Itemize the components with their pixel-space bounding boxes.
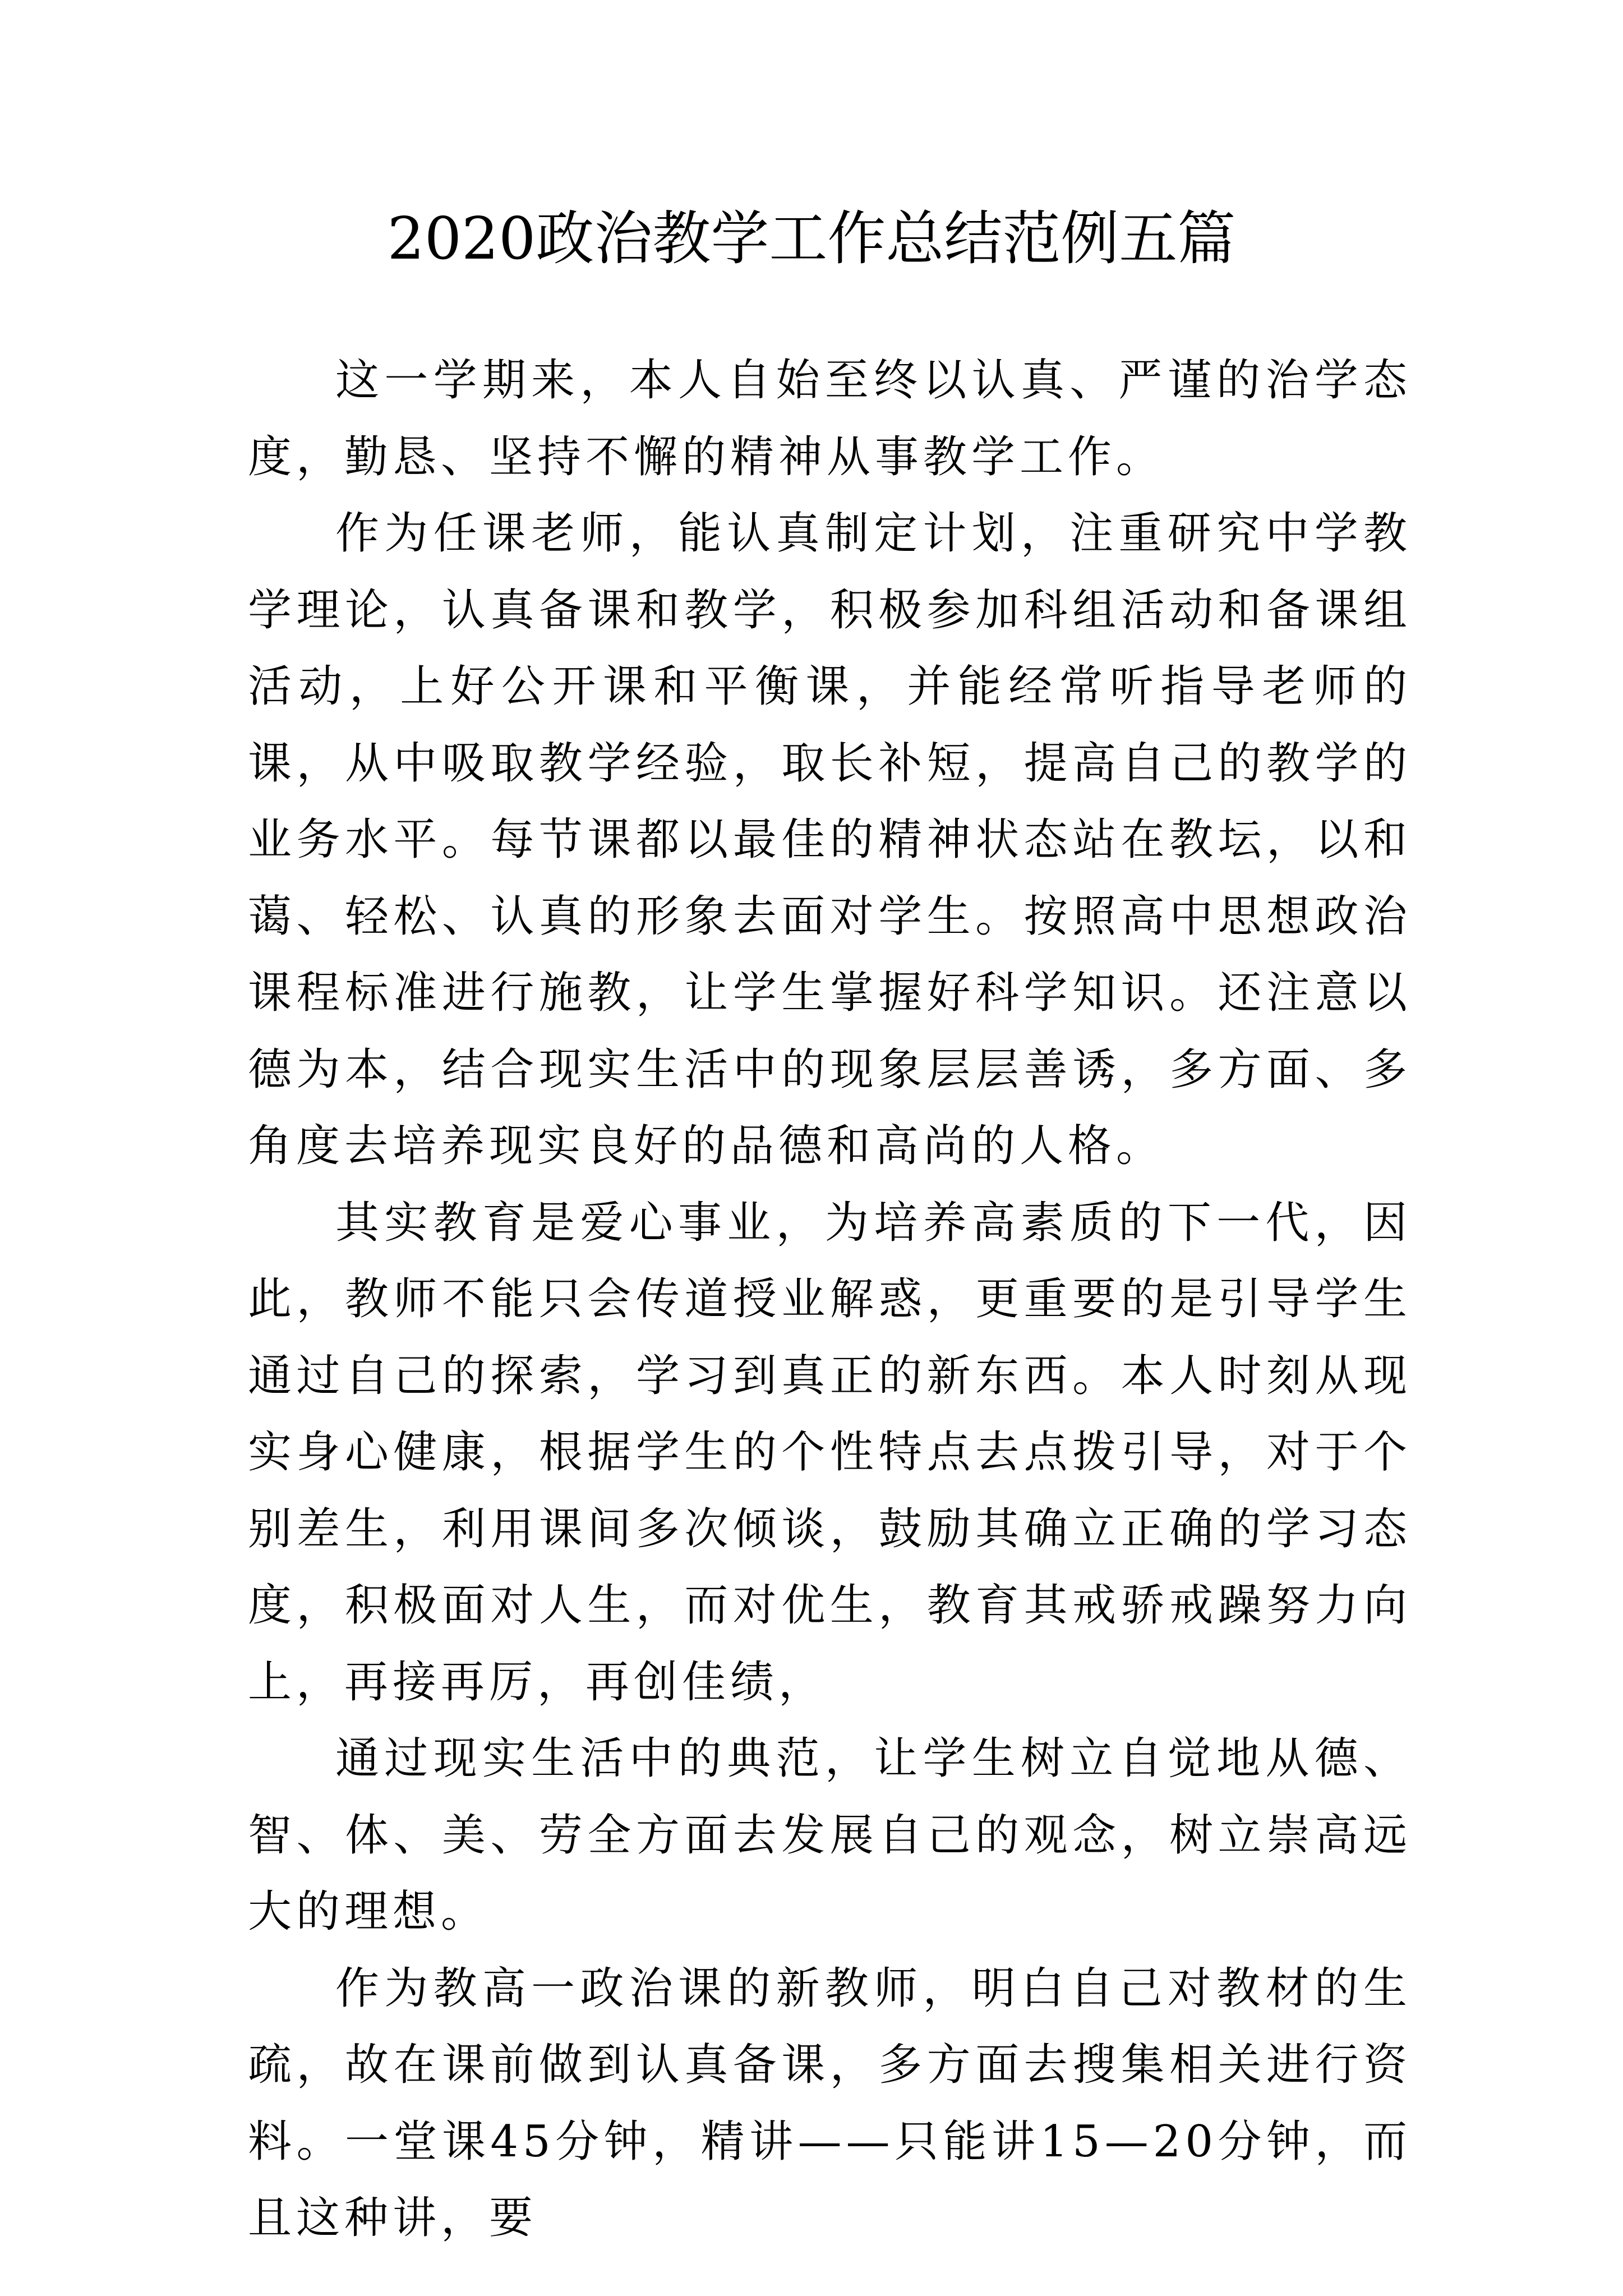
document-title: 2020政治教学工作总结范例五篇 — [387, 204, 1236, 273]
paragraph: 其实教育是爱心事业，为培养高素质的下一代，因此，教师不能只会传道授业解惑，更重要的是引导学生通过自己的探索，学习到真正的新东西。本人时刻从现实身心健康，根据学生的个性特点去点拨引导，对于个别差生，利用课间多次倾谈，鼓励其确立正确的学习态度，积极面对人生，而对优生，教育其戒骄戒躁努力向上，再接再厉，再创佳绩， — [248, 1197, 1412, 1708]
paragraph: 作为任课老师，能认真制定计划，注重研究中学教学理论，认真备课和教学，积极参加科组活动和备课组活动，上好公开课和平衡课，并能经常听指导老师的课，从中吸取教学经验，取长补短，提高自己的教学的业务水平。每节课都以最佳的精神状态站在教坛，以和蔼、轻松、认真的形象去面对学生。按照高中思想政治课程标准进行施教，让学生掌握好科学知识。还注意以德为本，结合现实生活中的现象层层善诱，多方面、多角度去培养现实良好的品德和高尚的人格。 — [248, 508, 1412, 1171]
paragraph: 这一学期来，本人自始至终以认真、严谨的治学态度，勤恳、坚持不懈的精神从事教学工作。 — [248, 355, 1412, 482]
paragraph: 通过现实生活中的典范，让学生树立自觉地从德、智、体、美、劳全方面去发展自己的观念，树立崇高远大的理想。 — [248, 1733, 1412, 1937]
document-body — [248, 342, 1412, 2257]
paragraph: 作为教高一政治课的新教师，明白自己对教材的生疏，故在课前做到认真备课，多方面去搜集相关进行资料。一堂课45分钟，精讲——只能讲15—20分钟，而且这种讲，要 — [248, 1963, 1412, 2243]
